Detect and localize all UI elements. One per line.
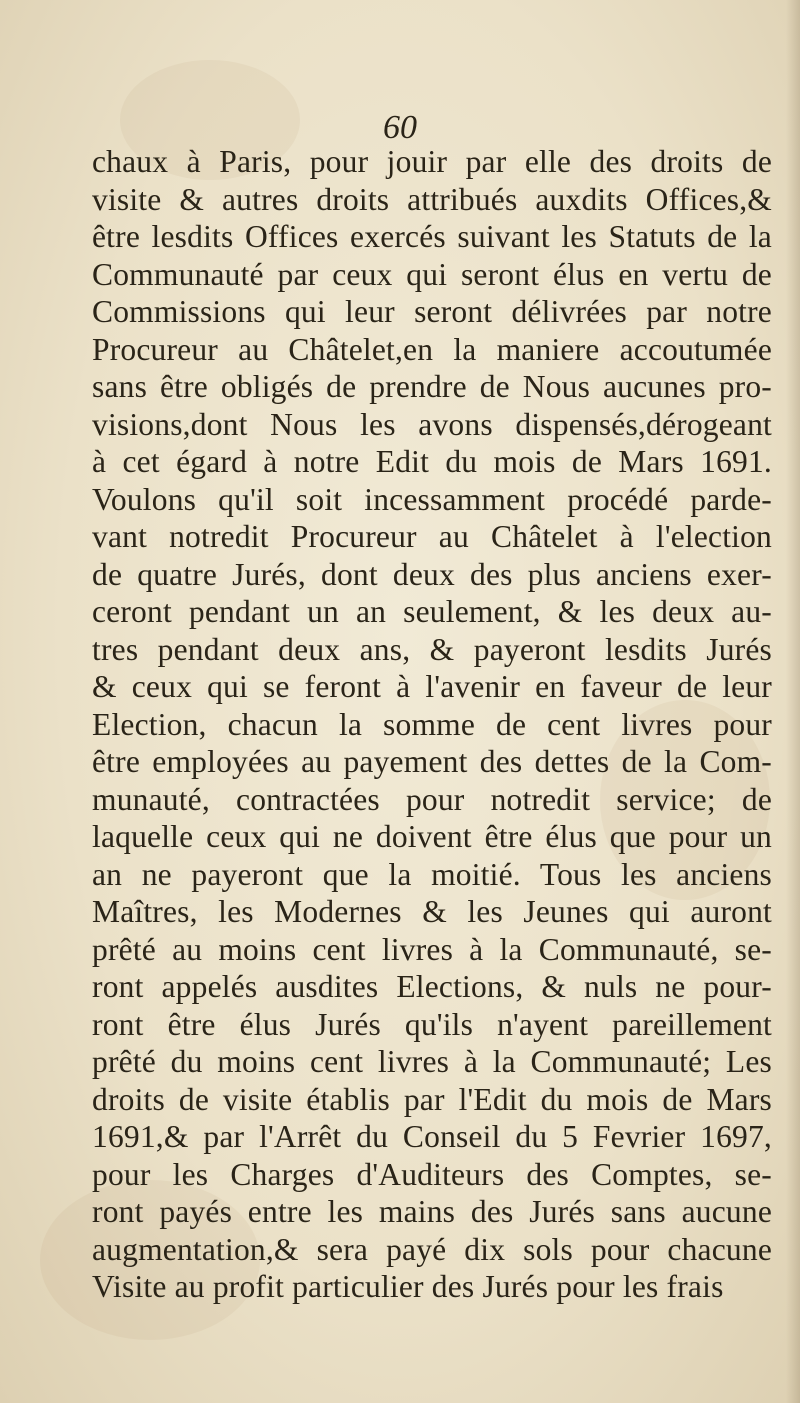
text-line: chaux à Paris, pour jouir par elle des droits de — [92, 144, 772, 179]
text-line: Election, chacun la somme de cent livres pour — [92, 706, 772, 742]
text-line: laquelle ceux qui ne doivent être élus que pour un — [92, 819, 772, 854]
text-line: ront payés entre les mains des Jurés sans aucune — [92, 1194, 772, 1229]
text-line: être lesdits Offices exercés suivant les Statuts de la — [92, 219, 772, 254]
page-edge-shadow — [786, 0, 800, 1403]
text-line: an ne payeront que la moitié. Tous les anciens — [92, 856, 772, 892]
text-line: prêté au moins cent livres à la Communauté, se- — [92, 931, 772, 967]
text-line: de quatre Jurés, dont deux des plus anciens exer- — [92, 556, 772, 592]
text-line: Voulons qu'il soit incessamment procédé parde- — [92, 481, 772, 517]
text-line: ront appelés ausdites Elections, & nuls ne pour- — [92, 969, 772, 1004]
text-line: être employées au payement des dettes de la Com- — [92, 744, 772, 779]
text-line: sans être obligés de prendre de Nous aucunes pro- — [92, 369, 772, 404]
text-line: ceront pendant un an seulement, & les deux au- — [92, 594, 772, 629]
text-line: vant notredit Procureur au Châtelet à l'election — [92, 519, 772, 554]
text-line: & ceux qui se feront à l'avenir en faveur de leur — [92, 669, 772, 704]
page-number: 60 — [383, 109, 417, 146]
text-line: ront être élus Jurés qu'ils n'ayent pareillement — [92, 1006, 772, 1042]
text-line: prêté du moins cent livres à la Communauté; Les — [92, 1044, 772, 1079]
text-line: augmentation,& sera payé dix sols pour chacune — [92, 1231, 772, 1267]
text-line: Communauté par ceux qui seront élus en vertu de — [92, 256, 772, 292]
text-line: 1691,& par l'Arrêt du Conseil du 5 Fevrier 1697, — [92, 1119, 772, 1154]
text-line: visions,dont Nous les avons dispensés,dérogeant — [92, 406, 772, 442]
body-text — [92, 143, 772, 1306]
text-line: pour les Charges d'Auditeurs des Comptes, se- — [92, 1156, 772, 1192]
text-line: à cet égard à notre Edit du mois de Mars 1691. — [92, 444, 772, 479]
text-line: Procureur au Châtelet,en la maniere accoutumée — [92, 331, 772, 367]
text-line: Commissions qui leur seront délivrées par notre — [92, 294, 772, 329]
text-line: visite & autres droits attribués auxdits Offices,& — [92, 181, 772, 217]
text-line: droits de visite établis par l'Edit du mois de Mars — [92, 1081, 772, 1117]
text-line: tres pendant deux ans, & payeront lesdits Jurés — [92, 631, 772, 667]
text-line: Visite au profit particulier des Jurés pour les frais — [92, 1269, 724, 1304]
text-line: munauté, contractées pour notredit service; de — [92, 781, 772, 817]
text-line: Maîtres, les Modernes & les Jeunes qui auront — [92, 894, 772, 929]
